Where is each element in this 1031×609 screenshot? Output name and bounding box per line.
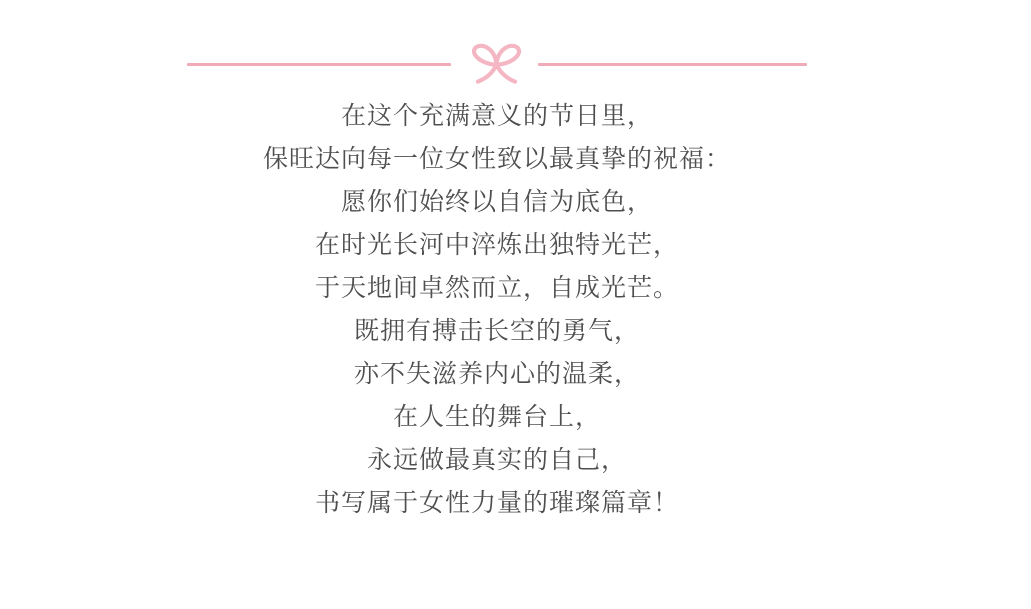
ribbon-bow-icon — [470, 42, 523, 86]
poem-line: 在时光长河中淬炼出独特光芒， — [314, 231, 679, 259]
poem-line: 保旺达向每一位女性致以最真挚的祝福： — [262, 145, 731, 173]
card-content — [187, 42, 807, 525]
ribbon-divider — [187, 42, 807, 86]
poem-line: 于天地间卓然而立，自成光芒。 — [314, 274, 679, 302]
poem-line: 愿你们始终以自信为底色， — [340, 188, 653, 216]
divider-line-left — [187, 63, 451, 66]
poem-line: 永远做最真实的自己， — [366, 446, 627, 474]
poem-line: 亦不失滋养内心的温柔， — [353, 360, 640, 388]
poem-line: 书写属于女性力量的璀璨篇章！ — [314, 489, 679, 517]
poem-line: 在人生的舞台上， — [392, 403, 601, 431]
poem-line: 既拥有搏击长空的勇气， — [353, 317, 640, 345]
poem-line: 在这个充满意义的节日里， — [340, 102, 653, 130]
blessing-text — [187, 95, 807, 525]
divider-line-right — [538, 63, 807, 66]
